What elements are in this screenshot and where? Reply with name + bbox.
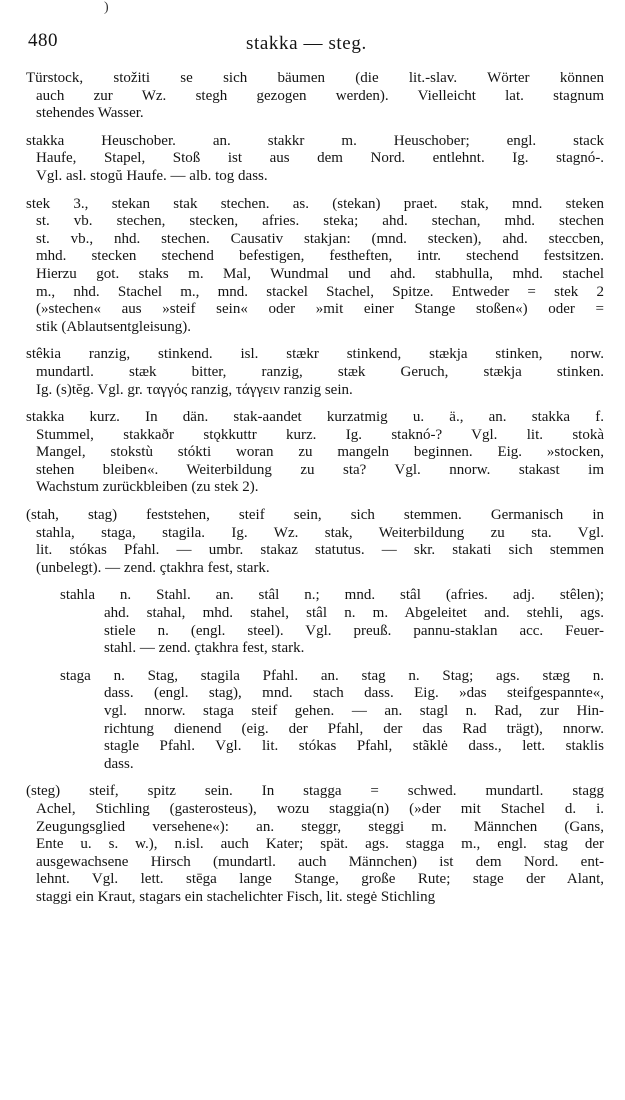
entry-line: staggi ein Kraut, stagars ein stachelichter Fisch, lit. stegė Stichling bbox=[36, 888, 436, 905]
entry-line: stahl. — zend. çtakhra fest, stark. bbox=[104, 640, 305, 657]
entry-line: mundartl. stæk bitter, ranzig, stæk Geruch, stækja stinken. bbox=[36, 363, 604, 380]
entry-stakka-kurz bbox=[26, 409, 604, 497]
entry-tuerstock bbox=[26, 70, 604, 123]
entry-line: Wachstum zurückbleiben (zu stek 2). bbox=[36, 479, 259, 496]
entry-stakka-heuschober bbox=[26, 133, 604, 186]
entry-line: Türstock, stožiti se sich bäumen (die lit.-slav. Wörter können bbox=[26, 70, 604, 86]
entry-line: stiele n. (engl. steel). Vgl. preuß. pannu-staklan acc. Feuer- bbox=[104, 622, 604, 639]
entry-line: ausgewachsene Hirsch (mundartl. auch Männchen) ist dem Nord. ent- bbox=[36, 853, 604, 870]
entry-line: lehnt. Vgl. lett. stēga lange Stange, große Rute; stage der Alant, bbox=[36, 871, 604, 888]
entry-line: Stummel, stakkaðr stǫkkuttr kurz. Ig. staknó-? Vgl. lit. stokà bbox=[36, 426, 604, 443]
entry-line: richtung dienend (eig. der Pfahl, der das Rad trägt), nnorw. bbox=[104, 720, 604, 737]
entry-line: stek 3., stekan stak stechen. as. (stekan) praet. stak, mnd. steken bbox=[26, 195, 604, 212]
entry-line: (unbelegt). — zend. çtakhra fest, stark. bbox=[36, 559, 270, 576]
entry-line: stakka Heuschober. an. stakkr m. Heuschober; engl. stack bbox=[26, 132, 604, 149]
entry-line: auch zur Wz. stegh gezogen werden). Vielleicht lat. stagnum bbox=[36, 87, 604, 104]
entry-line: Ig. (s)tĕg. Vgl. gr. ταγγός ranzig, τάγγειν ranzig sein. bbox=[36, 381, 353, 398]
entry-line: Mangel, stokstù stókti woran zu mangeln beginnen. Eig. »stocken, bbox=[36, 444, 604, 461]
entry-line: Haufe, Stapel, Stoß ist aus dem Nord. entlehnt. Ig. stagnó-. bbox=[36, 150, 604, 167]
entry-line: (steg) steif, spitz sein. In stagga = schwed. mundartl. stagg bbox=[26, 783, 604, 800]
entry-line: stehendes Wasser. bbox=[36, 105, 144, 122]
entry-line: Hierzu got. staks m. Mal, Wundmal und ahd. stabhulla, mhd. stachel bbox=[36, 265, 604, 282]
entry-line: dass. (engl. stag), mnd. stach dass. Eig. »das steifgespannte«, bbox=[104, 685, 604, 702]
entry-line: stahla, staga, stagila. Ig. Wz. stak, Weiterbildung zu sta. Vgl. bbox=[36, 524, 604, 541]
entry-steg bbox=[26, 783, 604, 906]
entry-line: st. vb. stechen, stecken, afries. steka; ahd. stechan, mhd. stechen bbox=[36, 213, 604, 230]
entry-line: stagle Pfahl. Vgl. lit. stókas Pfahl, stãklė dass., lett. staklis bbox=[104, 738, 604, 755]
entry-line: stêkia ranzig, stinkend. isl. stækr stinkend, stækja stinken, norw. bbox=[26, 346, 604, 363]
entry-line: Zeugungsglied versehene«): an. steggr, steggi m. Männchen (Gans, bbox=[36, 818, 604, 835]
entry-line: stik (Ablautsentgleisung). bbox=[36, 318, 191, 335]
entry-line: staga n. Stag, stagila Pfahl. an. stag n. Stag; ags. stæg n. bbox=[60, 667, 604, 684]
entry-line: lit. stókas Pfahl. — umbr. stakaz statutus. — skr. stakati sich stemmen bbox=[36, 542, 604, 559]
entry-staga bbox=[26, 668, 604, 774]
entry-stekia bbox=[26, 346, 604, 399]
entry-line: m., nhd. Stachel m., mnd. stackel Stachel, Spitze. Entweder = stek 2 bbox=[36, 283, 604, 300]
entries-body bbox=[26, 70, 604, 917]
entry-line: vgl. nnorw. staga steif gehen. — an. stagl n. Rad, zur Hin- bbox=[104, 703, 604, 719]
entry-stahla bbox=[26, 587, 604, 657]
entry-line: stakka kurz. In dän. stak-aandet kurzatmig u. ä., an. stakka f. bbox=[26, 409, 604, 426]
entry-line: Vgl. asl. stogŭ Haufe. — alb. tog dass. bbox=[36, 167, 268, 184]
entry-line: ahd. stahal, mhd. stahel, stâl n. m. Abgeleitet and. stehli, ags. bbox=[104, 605, 604, 622]
entry-line: (stah, stag) feststehen, steif sein, sich stemmen. Germanisch in bbox=[26, 507, 604, 524]
running-head: stakka — steg. bbox=[246, 33, 367, 54]
entry-line: Ente u. s. w.), n.isl. auch Kater; spät. ags. stagga m., engl. stag der bbox=[36, 836, 604, 853]
entry-line: stehen bleiben«. Weiterbildung zu sta? Vgl. nnorw. stakast im bbox=[36, 461, 604, 478]
entry-line: stahla n. Stahl. an. stâl n.; mnd. stâl (afries. adj. stêlen); bbox=[60, 587, 604, 604]
entry-line: mhd. stecken stechend befestigen, festheften, intr. stechend festsitzen. bbox=[36, 248, 604, 265]
entry-stah-stag bbox=[26, 507, 604, 577]
entry-stek-3 bbox=[26, 196, 604, 337]
entry-line: (»stechen« aus »steif sein« oder »mit einer Stange stoßen«) oder = bbox=[36, 301, 604, 318]
page-number: 480 bbox=[28, 30, 58, 51]
entry-line: Achel, Stichling (gasterosteus), wozu staggia(n) (»der mit Stachel d. i. bbox=[36, 800, 604, 817]
entry-line: dass. bbox=[104, 755, 134, 772]
entry-line: st. vb., nhd. stechen. Causativ stakjan: (mnd. stecken), ahd. steccben, bbox=[36, 230, 604, 247]
top-mark: ) bbox=[104, 0, 109, 15]
